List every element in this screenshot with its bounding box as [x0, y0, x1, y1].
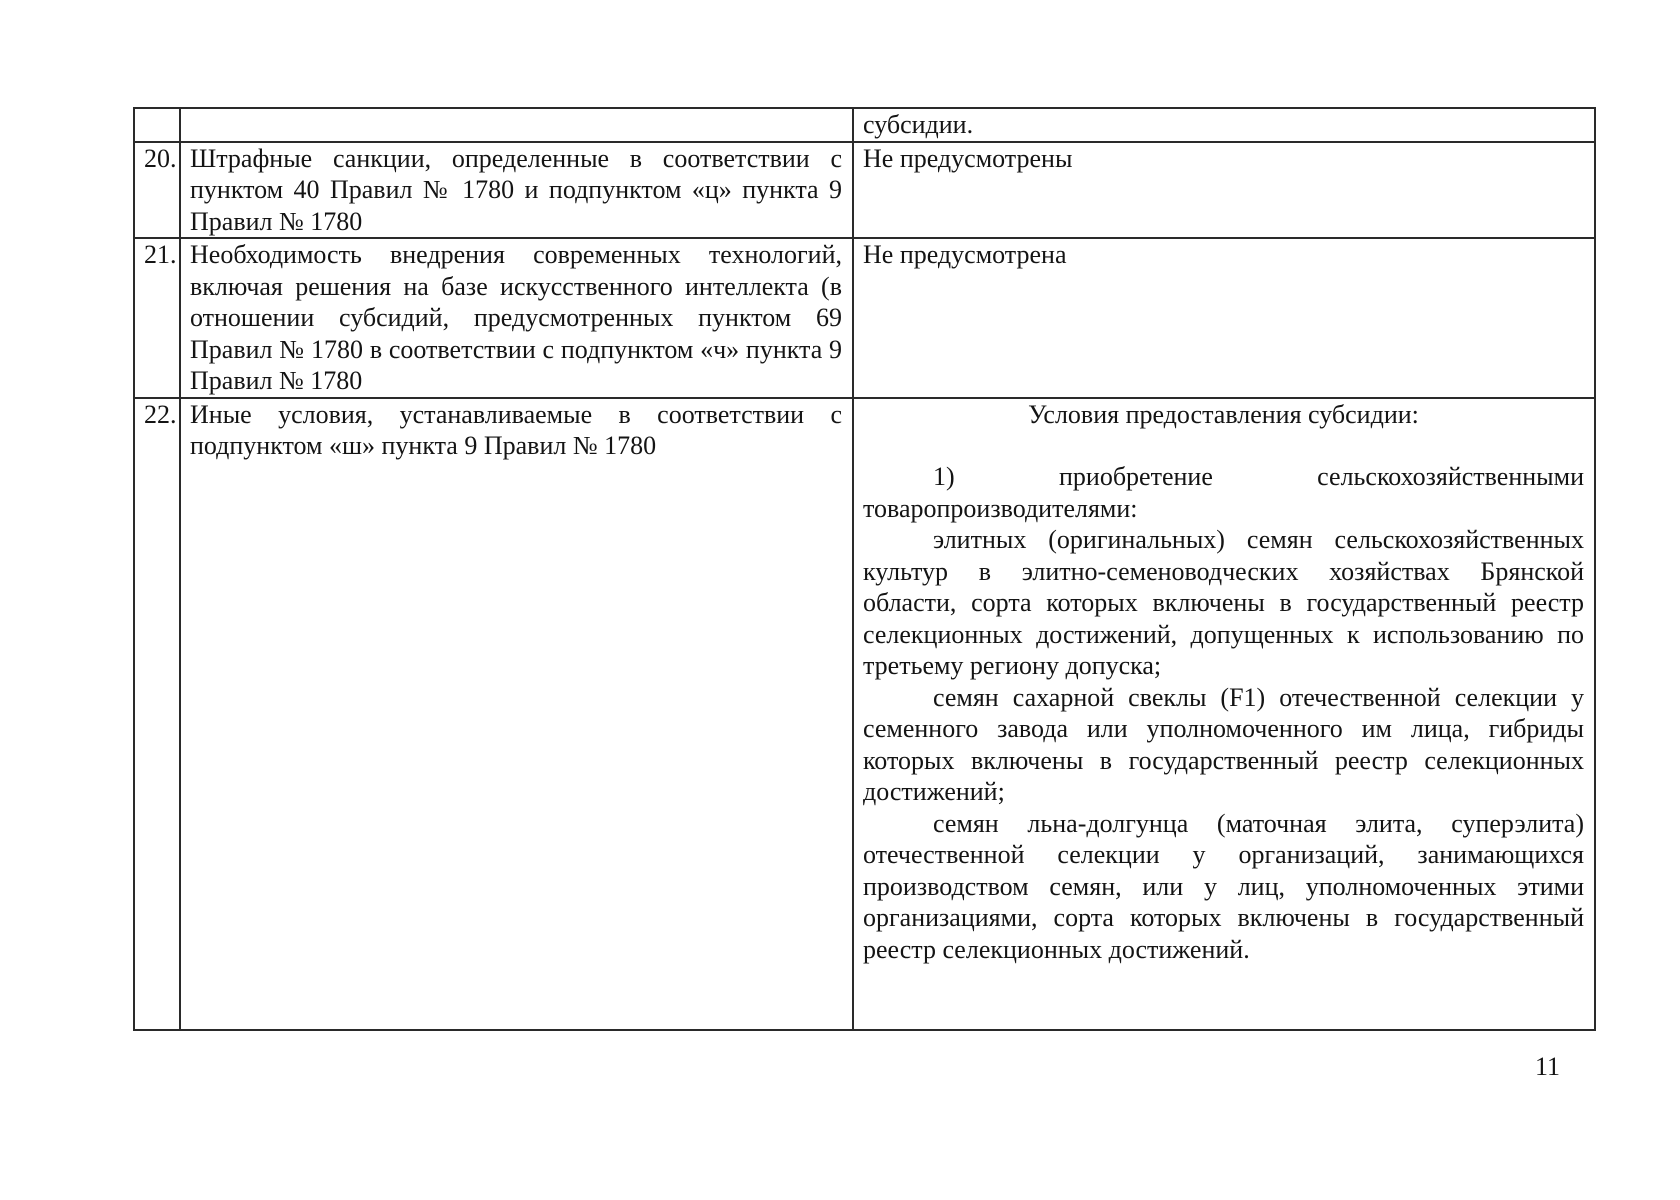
value-cell: Не предусмотрены [853, 142, 1595, 239]
condition-paragraph: семян льна-долгунца (маточная элита, суперэлита) отечественной селекции у организаций, занимающихся производством семян, или у лиц, уполномоченных этими организациями, сорта которых включены в государственный реестр селекционных достижений. [863, 808, 1584, 964]
row-number: 20. [134, 142, 180, 239]
spacer [863, 430, 1584, 461]
condition-paragraph: семян сахарной свеклы (F1) отечественной селекции у семенного завода или уполномоченного им лица, гибриды которых включены в государственный реестр селекционных достижений; [863, 682, 1584, 806]
table-row-22 [134, 398, 1595, 1030]
param-cell: Штрафные санкции, определенные в соответствии с пунктом 40 Правил № 1780 и подпунктом «ц» пункта 9 Правил № 1780 [180, 142, 853, 239]
table-row-20 [134, 142, 1595, 239]
num-cell [134, 108, 180, 142]
param-cell [180, 108, 853, 142]
page-number: 11 [1535, 1052, 1561, 1081]
condition-paragraph: 1) приобретение сельскохозяйственными товаропроизводителями: [863, 462, 1584, 523]
param-cell: Иные условия, устанавливаемые в соответствии с подпунктом «ш» пункта 9 Правил № 1780 [180, 398, 853, 1030]
param-cell: Необходимость внедрения современных технологий, включая решения на базе искусственного интеллекта (в отношении субсидий, предусмотренных пунктом 69 Правил № 1780 в соответствии с подпунктом «ч» пункта 9 Правил № 1780 [180, 238, 853, 398]
value-cell: субсидии. [853, 108, 1595, 142]
value-cell [853, 398, 1595, 1030]
value-cell: Не предусмотрена [853, 238, 1595, 398]
conditions-heading: Условия предоставления субсидии: [1028, 399, 1419, 429]
table-row-continuation [134, 108, 1595, 142]
table-row-21 [134, 238, 1595, 398]
document-table [133, 107, 1596, 1031]
condition-paragraph: элитных (оригинальных) семян сельскохозяйственных культур в элитно-семеноводческих хозяйствах Брянской области, сорта которых включены в государственный реестр селекционных достижений, допущенных к использованию по третьему региону допуска; [863, 525, 1584, 680]
row-number: 21. [134, 238, 180, 398]
row-number: 22. [134, 398, 180, 1030]
